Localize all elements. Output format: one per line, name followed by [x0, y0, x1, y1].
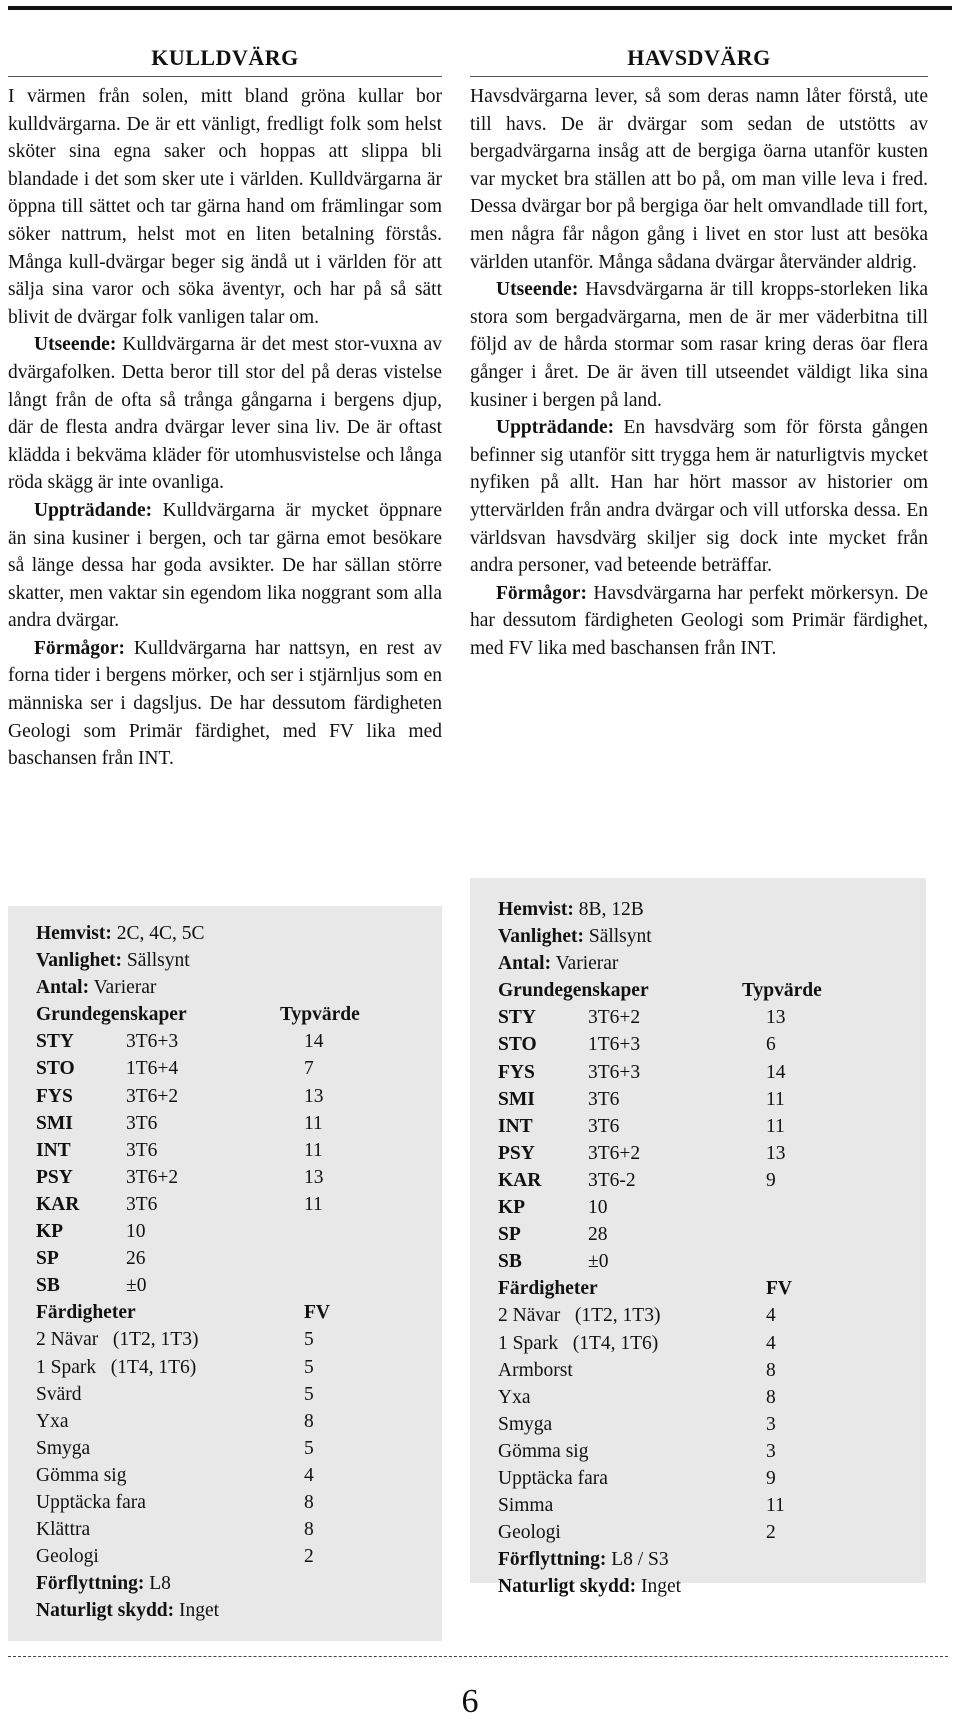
- naturligt-skydd-label: Naturligt skydd:: [36, 1600, 175, 1622]
- forflyttning-label: Förflyttning:: [36, 1573, 145, 1595]
- attribute-dice: 1T6+4: [126, 1058, 179, 1080]
- attribute-row: [470, 1031, 926, 1058]
- attribute-row: [470, 1167, 926, 1194]
- attribute-value: [766, 1248, 826, 1275]
- antal: [470, 950, 926, 977]
- antal-value: Varierar: [93, 977, 157, 999]
- typvarde-label: Typvärde: [280, 1004, 360, 1026]
- attribute-value: 14: [304, 1031, 324, 1053]
- attribute-value: [766, 1194, 826, 1221]
- attribute-name: KP: [498, 1197, 526, 1219]
- attribute-dice: 3T6+3: [126, 1031, 179, 1053]
- hemvist-value: 2C, 4C, 5C: [116, 923, 205, 944]
- behavior-label: Uppträdande:: [34, 499, 153, 521]
- attribute-row: [470, 1004, 926, 1031]
- attribute-row: [8, 1137, 442, 1164]
- skill-row: [470, 1438, 926, 1465]
- attribute-dice: 3T6: [126, 1139, 158, 1161]
- skill-value: 5: [304, 1383, 314, 1405]
- skill-value: 2: [304, 1546, 314, 1568]
- attribute-name: SMI: [36, 1112, 73, 1134]
- skill-row: [8, 1408, 442, 1435]
- skill-value: 11: [766, 1495, 785, 1517]
- attribute-value: 13: [766, 1142, 786, 1164]
- attribute-value: 11: [304, 1139, 323, 1161]
- attribute-value: [304, 1272, 364, 1299]
- naturligt-skydd-value: Inget: [179, 1600, 220, 1622]
- naturligt-skydd: [470, 1573, 926, 1600]
- attribute-dice: 3T6+2: [126, 1166, 179, 1188]
- forflyttning: [470, 1546, 926, 1573]
- skill-row: [8, 1489, 442, 1516]
- attribute-value: 7: [304, 1058, 314, 1080]
- attribute-value: 6: [766, 1034, 776, 1056]
- skill-name: Gömma sig: [36, 1464, 127, 1486]
- page-number: 6: [461, 1683, 479, 1720]
- attribute-row: [8, 1028, 442, 1055]
- skill-row: [8, 1543, 442, 1570]
- skill-value: 3: [766, 1413, 776, 1435]
- attribute-name: STY: [498, 1007, 536, 1029]
- attribute-value: [304, 1245, 364, 1272]
- abilities-label: Förmågor:: [34, 637, 125, 659]
- attribute-value: [304, 1218, 364, 1245]
- behavior-label: Uppträdande:: [496, 417, 615, 439]
- attribute-name: FYS: [498, 1061, 535, 1083]
- attribute-row: [8, 1245, 442, 1272]
- skills-header: [8, 1299, 442, 1326]
- attribute-row: [8, 1191, 442, 1218]
- attribute-name: INT: [36, 1139, 71, 1161]
- skill-row: [470, 1302, 926, 1329]
- fv-label: FV: [766, 1278, 792, 1300]
- abilities-label: Förmågor:: [496, 582, 587, 604]
- fardigheter-label: Färdigheter: [36, 1302, 136, 1324]
- havsdvarg-heading: HAVSDVÄRG: [470, 44, 928, 77]
- kulldvarg-section: [8, 44, 442, 773]
- attribute-value: 11: [304, 1193, 323, 1215]
- kulldvarg-heading: KULLDVÄRG: [8, 44, 442, 77]
- attribute-name: PSY: [36, 1166, 73, 1188]
- attribute-name: SP: [498, 1224, 521, 1246]
- skill-value: 4: [304, 1464, 314, 1486]
- skill-name: 1 Spark (1T4, 1T6): [36, 1356, 197, 1378]
- attribute-name: STY: [36, 1031, 74, 1053]
- skill-value: 4: [766, 1305, 776, 1327]
- skill-value: 5: [304, 1437, 314, 1459]
- skill-row: [470, 1465, 926, 1492]
- havsdvarg-intro: Havsdvärgarna lever, så som deras namn låter förstå, ute till havs. De är dvärgar som sedan de utstötts av bergadvärgarna insåg att de bergiga öarna utanför kusten var mycket bra ställen att bo på, om man ville leva i fred. Dessa dvärgar bor på bergiga öar helt omvandlade till fort, men några får någon gång i livet en stor lust att besöka världen utanför. Många sådana dvärgar återvänder aldrig.: [470, 86, 928, 273]
- skill-name: Geologi: [36, 1546, 99, 1568]
- appearance-text: Havsdvärgarna är till kropps-storleken lika stora som bergadvärgarna, men de är mer väderbitna till följd av de hårda stormar som rasar kring deras öar flera gånger i året. De är även till utseendet väldigt lika sina kusiner i bergen på land.: [470, 279, 928, 411]
- skill-name: 2 Nävar (1T2, 1T3): [498, 1305, 661, 1327]
- behavior-text: En havsdvärg som för första gången befinner sig utanför sitt trygga hem är naturligtvis mycket nyfiken på allt. Han har hört massor av historier om yttervärlden från andra dvärgar och vill utforska dessa. En världsvan havsdvärg skiljer sig dock inte mycket från andra personer, vad beteende beträffar.: [470, 417, 928, 577]
- skill-row: [470, 1519, 926, 1546]
- attribute-dice: 28: [588, 1224, 608, 1246]
- appearance-text: Kulldvärgarna är det mest stor-vuxna av dvärgafolken. Detta beror till stor del på deras vistelse långt från de ofta så trånga gångarna i bergens djup, där de flesta andra dvärgar lever sina liv. De är oftast klädda i bekväma kläder för utomhusvistelse och långa röda skägg är inte ovanliga.: [8, 334, 442, 494]
- attribute-value: 11: [766, 1088, 785, 1110]
- skill-row: [470, 1357, 926, 1384]
- kulldvarg-appearance: [8, 331, 442, 497]
- skill-name: Yxa: [498, 1386, 531, 1408]
- hemvist-label: Hemvist:: [498, 899, 574, 920]
- attribute-dice: 3T6: [126, 1193, 158, 1215]
- attribute-dice: ±0: [126, 1275, 147, 1297]
- forflyttning: [8, 1570, 442, 1597]
- appearance-label: Utseende:: [34, 334, 117, 356]
- attribute-name: STO: [498, 1034, 537, 1056]
- havsdvarg-section: [470, 44, 928, 662]
- skill-value: 4: [766, 1332, 776, 1354]
- kulldvarg-behavior: [8, 497, 442, 635]
- skill-value: 5: [304, 1329, 314, 1351]
- skill-row: [8, 1381, 442, 1408]
- attribute-value: 13: [766, 1007, 786, 1029]
- naturligt-skydd-label: Naturligt skydd:: [498, 1576, 637, 1598]
- vanlighet-value: Sällsynt: [588, 926, 652, 948]
- attribute-value: 9: [766, 1169, 776, 1191]
- attribute-name: PSY: [498, 1142, 535, 1164]
- behavior-text: Kulldvärgarna är mycket öppnare än sina kusiner i bergen, och tar gärna emot besökare så länge dessa har goda avsikter. De har sällan större skatter, men vaktar sin egendom lika noggrant som alla andra dvärgar.: [8, 499, 442, 632]
- skill-row: [470, 1492, 926, 1519]
- attribute-row: [470, 1059, 926, 1086]
- attribute-name: SMI: [498, 1088, 535, 1110]
- hemvist-label: Hemvist:: [36, 923, 112, 944]
- antal-label: Antal:: [36, 977, 90, 999]
- skill-row: [8, 1435, 442, 1462]
- attribute-row: [470, 1086, 926, 1113]
- fardigheter-label: Färdigheter: [498, 1278, 598, 1300]
- attribute-value: 13: [304, 1166, 324, 1188]
- top-rule: [8, 6, 952, 10]
- skill-name: Armborst: [498, 1359, 573, 1381]
- skill-name: Upptäcka fara: [498, 1467, 608, 1489]
- attribute-row: [8, 1164, 442, 1191]
- attribute-row: [8, 1055, 442, 1082]
- attribute-name: INT: [498, 1115, 533, 1137]
- attribute-row: [8, 1218, 442, 1245]
- skill-name: Klättra: [36, 1519, 91, 1541]
- havsdvarg-appearance: [470, 276, 928, 414]
- abilities-text: Kulldvärgarna har nattsyn, en rest av forna tider i bergens mörker, och ser i stjärnljus som en människa ser i dagsljus. De har dessutom färdigheten Geologi som Primär färdighet, med FV lika med baschansen från INT.: [8, 637, 442, 770]
- attribute-row: [8, 1083, 442, 1110]
- kulldvarg-abilities: [8, 635, 442, 773]
- skill-name: 1 Spark (1T4, 1T6): [498, 1332, 659, 1354]
- attribute-dice: 3T6+3: [588, 1061, 641, 1083]
- skill-value: 3: [766, 1440, 776, 1462]
- attribute-name: KAR: [36, 1193, 80, 1215]
- attribute-row: [470, 1248, 926, 1275]
- attribute-dice: 3T6-2: [588, 1169, 636, 1191]
- antal-value: Varierar: [555, 953, 619, 975]
- grundegenskaper-label: Grundegenskaper: [36, 1004, 187, 1026]
- attribute-value: 11: [766, 1115, 785, 1137]
- attribute-row: [470, 1113, 926, 1140]
- skill-row: [8, 1516, 442, 1543]
- skill-name: Gömma sig: [498, 1440, 589, 1462]
- appearance-label: Utseende:: [496, 279, 579, 301]
- attribute-dice: 3T6: [126, 1112, 158, 1134]
- attribute-dice: 1T6+3: [588, 1034, 641, 1056]
- attribute-dice: ±0: [588, 1251, 609, 1273]
- skill-value: 2: [766, 1522, 776, 1544]
- attribute-name: FYS: [36, 1085, 73, 1107]
- hemvist-value: 8B, 12B: [578, 899, 644, 920]
- skill-name: Geologi: [498, 1522, 561, 1544]
- skill-name: Yxa: [36, 1410, 69, 1432]
- skill-value: 8: [304, 1519, 314, 1541]
- hemvist: [8, 920, 442, 947]
- attribute-value: 11: [304, 1112, 323, 1134]
- vanlighet-label: Vanlighet:: [498, 926, 584, 948]
- attribute-dice: 3T6+2: [588, 1142, 641, 1164]
- hemvist: [470, 896, 926, 923]
- attribute-value: 14: [766, 1061, 786, 1083]
- attribute-name: SP: [36, 1248, 59, 1270]
- vanlighet: [470, 923, 926, 950]
- kulldvarg-intro: I värmen från solen, mitt bland gröna kullar bor kulldvärgarna. De är ett vänligt, fredligt folk som helst sköter sina egna saker och hoppas att slippa bli blandade i det som sker ute i världen. Kulldvärgarna är öppna till sättet och tar gärna hand om främlingar som söker nattrum, helst mot en liten betalning förstås. Många kull-dvärgar beger sig ändå ut i världen för att sälja sina varor och söka äventyr, och har på så sätt blivit de dvärgar folk vanligen talar om.: [8, 86, 442, 328]
- havsdvarg-behavior: [470, 414, 928, 580]
- attribute-name: STO: [36, 1058, 75, 1080]
- skill-row: [8, 1326, 442, 1353]
- skill-value: 8: [766, 1359, 776, 1381]
- grundegenskaper-label: Grundegenskaper: [498, 980, 649, 1002]
- attribute-name: KAR: [498, 1169, 542, 1191]
- attribute-row: [470, 1140, 926, 1167]
- attribute-dice: 3T6: [588, 1115, 620, 1137]
- havsdvarg-abilities: [470, 580, 928, 663]
- skill-row: [8, 1462, 442, 1489]
- attribute-dice: 10: [126, 1221, 146, 1243]
- forflyttning-value: L8: [149, 1573, 171, 1595]
- fv-label: FV: [304, 1302, 330, 1324]
- skill-value: 8: [766, 1386, 776, 1408]
- skill-name: Svärd: [36, 1383, 82, 1405]
- skill-value: 9: [766, 1467, 776, 1489]
- attribute-row: [8, 1110, 442, 1137]
- abilities-text: Havsdvärgarna har perfekt mörkersyn. De har dessutom färdigheten Geologi som Primär färdighet, med FV lika med baschansen från INT.: [470, 582, 928, 659]
- attribute-row: [470, 1221, 926, 1248]
- vanlighet-label: Vanlighet:: [36, 950, 122, 972]
- attribute-name: KP: [36, 1221, 64, 1243]
- antal-label: Antal:: [498, 953, 552, 975]
- skill-row: [470, 1330, 926, 1357]
- vanlighet-value: Sällsynt: [126, 950, 190, 972]
- attribute-row: [8, 1272, 442, 1299]
- attribute-dice: 10: [588, 1197, 608, 1219]
- attribute-value: 13: [304, 1085, 324, 1107]
- skill-row: [470, 1411, 926, 1438]
- typvarde-label: Typvärde: [742, 980, 822, 1002]
- attributes-header: [8, 1001, 442, 1028]
- skill-name: 2 Nävar (1T2, 1T3): [36, 1329, 199, 1351]
- bottom-rule: [8, 1656, 948, 1657]
- attribute-dice: 3T6+2: [588, 1007, 641, 1029]
- attribute-dice: 3T6: [588, 1088, 620, 1110]
- skill-name: Upptäcka fara: [36, 1491, 146, 1513]
- skill-value: 8: [304, 1491, 314, 1513]
- naturligt-skydd: [8, 1597, 442, 1624]
- skill-value: 5: [304, 1356, 314, 1378]
- skill-name: Simma: [498, 1495, 554, 1517]
- attribute-name: SB: [498, 1251, 522, 1273]
- havsdvarg-stat-box: [470, 878, 926, 1598]
- skill-row: [8, 1354, 442, 1381]
- antal: [8, 974, 442, 1001]
- skill-row: [470, 1384, 926, 1411]
- attribute-value: [766, 1221, 826, 1248]
- forflyttning-label: Förflyttning:: [498, 1549, 607, 1571]
- attribute-dice: 3T6+2: [126, 1085, 179, 1107]
- skill-name: Smyga: [498, 1413, 553, 1435]
- forflyttning-value: L8 / S3: [611, 1549, 669, 1571]
- attribute-dice: 26: [126, 1248, 146, 1270]
- attribute-row: [470, 1194, 926, 1221]
- naturligt-skydd-value: Inget: [641, 1576, 682, 1598]
- skills-header: [470, 1275, 926, 1302]
- vanlighet: [8, 947, 442, 974]
- skill-name: Smyga: [36, 1437, 91, 1459]
- kulldvarg-stat-box: [8, 906, 442, 1641]
- attributes-header: [470, 977, 926, 1004]
- attribute-name: SB: [36, 1275, 60, 1297]
- skill-value: 8: [304, 1410, 314, 1432]
